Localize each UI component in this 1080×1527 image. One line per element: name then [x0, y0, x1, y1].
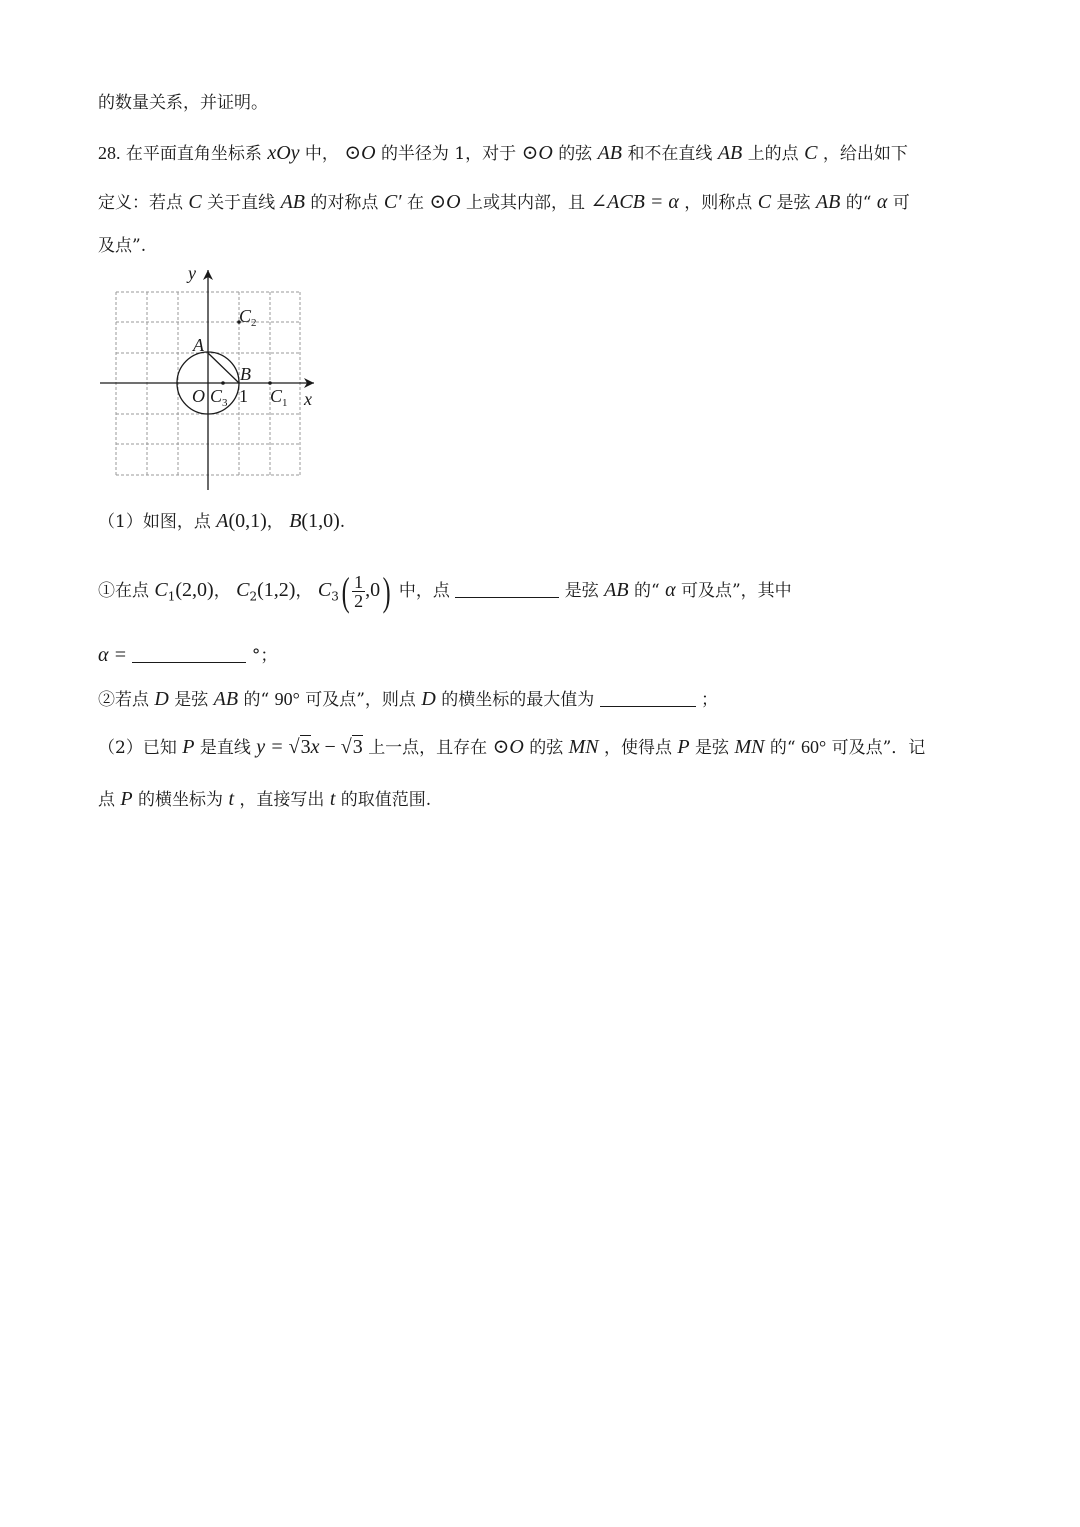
- continuation-text: 的数量关系，并证明。: [98, 93, 268, 113]
- item-2: ②若点 D 是弦 AB 的“ 90° 可及点”，则点 D 的横坐标的最大值为 ；: [98, 688, 719, 710]
- question-28-line-1: 28. 在平面直角坐标系 xOy 中， ⊙O 的半径为 1，对于 ⊙O 的弦 AB 和不在直线 AB 上的点 C ，给出如下: [98, 142, 908, 164]
- coordinate-figure: [96, 262, 336, 497]
- chord-ab: [208, 353, 239, 383]
- label-b: B: [240, 364, 251, 384]
- answer-blank-alpha[interactable]: [132, 644, 246, 663]
- label-a: A: [193, 335, 204, 355]
- label-y: y: [188, 263, 196, 283]
- label-o: O: [192, 386, 205, 406]
- label-x: x: [304, 389, 312, 409]
- label-c1: $C_1$: [270, 386, 288, 409]
- point-c1: [268, 381, 272, 385]
- part-2-line-1: （2）已知 P 是直线 y = √3x − √3 上一点，且存在 ⊙O 的弦 MN ，使得点 P 是弦 MN 的“ 60° 可及点”．记: [98, 736, 926, 758]
- part-2-line-2: 点 P 的横坐标为 t ，直接写出 t 的取值范围.: [98, 788, 432, 810]
- fraction-one-half: $\frac{1}{2}$: [354, 572, 364, 611]
- item-1-alpha: α = °；: [98, 644, 278, 666]
- question-28-line-2: 定义：若点 C 关于直线 AB 的对称点 C′ 在 ⊙O 上或其内部，且 ∠ACB = α ，则称点 C 是弦 AB 的“ α 可: [98, 191, 910, 213]
- point-c3: [221, 381, 225, 385]
- label-one: 1: [239, 386, 248, 406]
- label-c2: $C_2$: [239, 306, 257, 329]
- answer-blank-max-x[interactable]: [600, 688, 696, 707]
- part-1-intro: （1）如图，点 A(0,1)， B(1,0).: [98, 510, 346, 532]
- label-c3: $C_3$: [210, 386, 228, 409]
- answer-blank-points[interactable]: [455, 579, 559, 598]
- item-1: ①在点 $C_1(2,0)$， $C_2(1,2)$， $C_3$( $\frac{1}{2}$ ,0) 中，点 是弦 AB 的“ α 可及点”，其中: [98, 568, 792, 614]
- question-28-line-3: 及点”.: [98, 236, 147, 256]
